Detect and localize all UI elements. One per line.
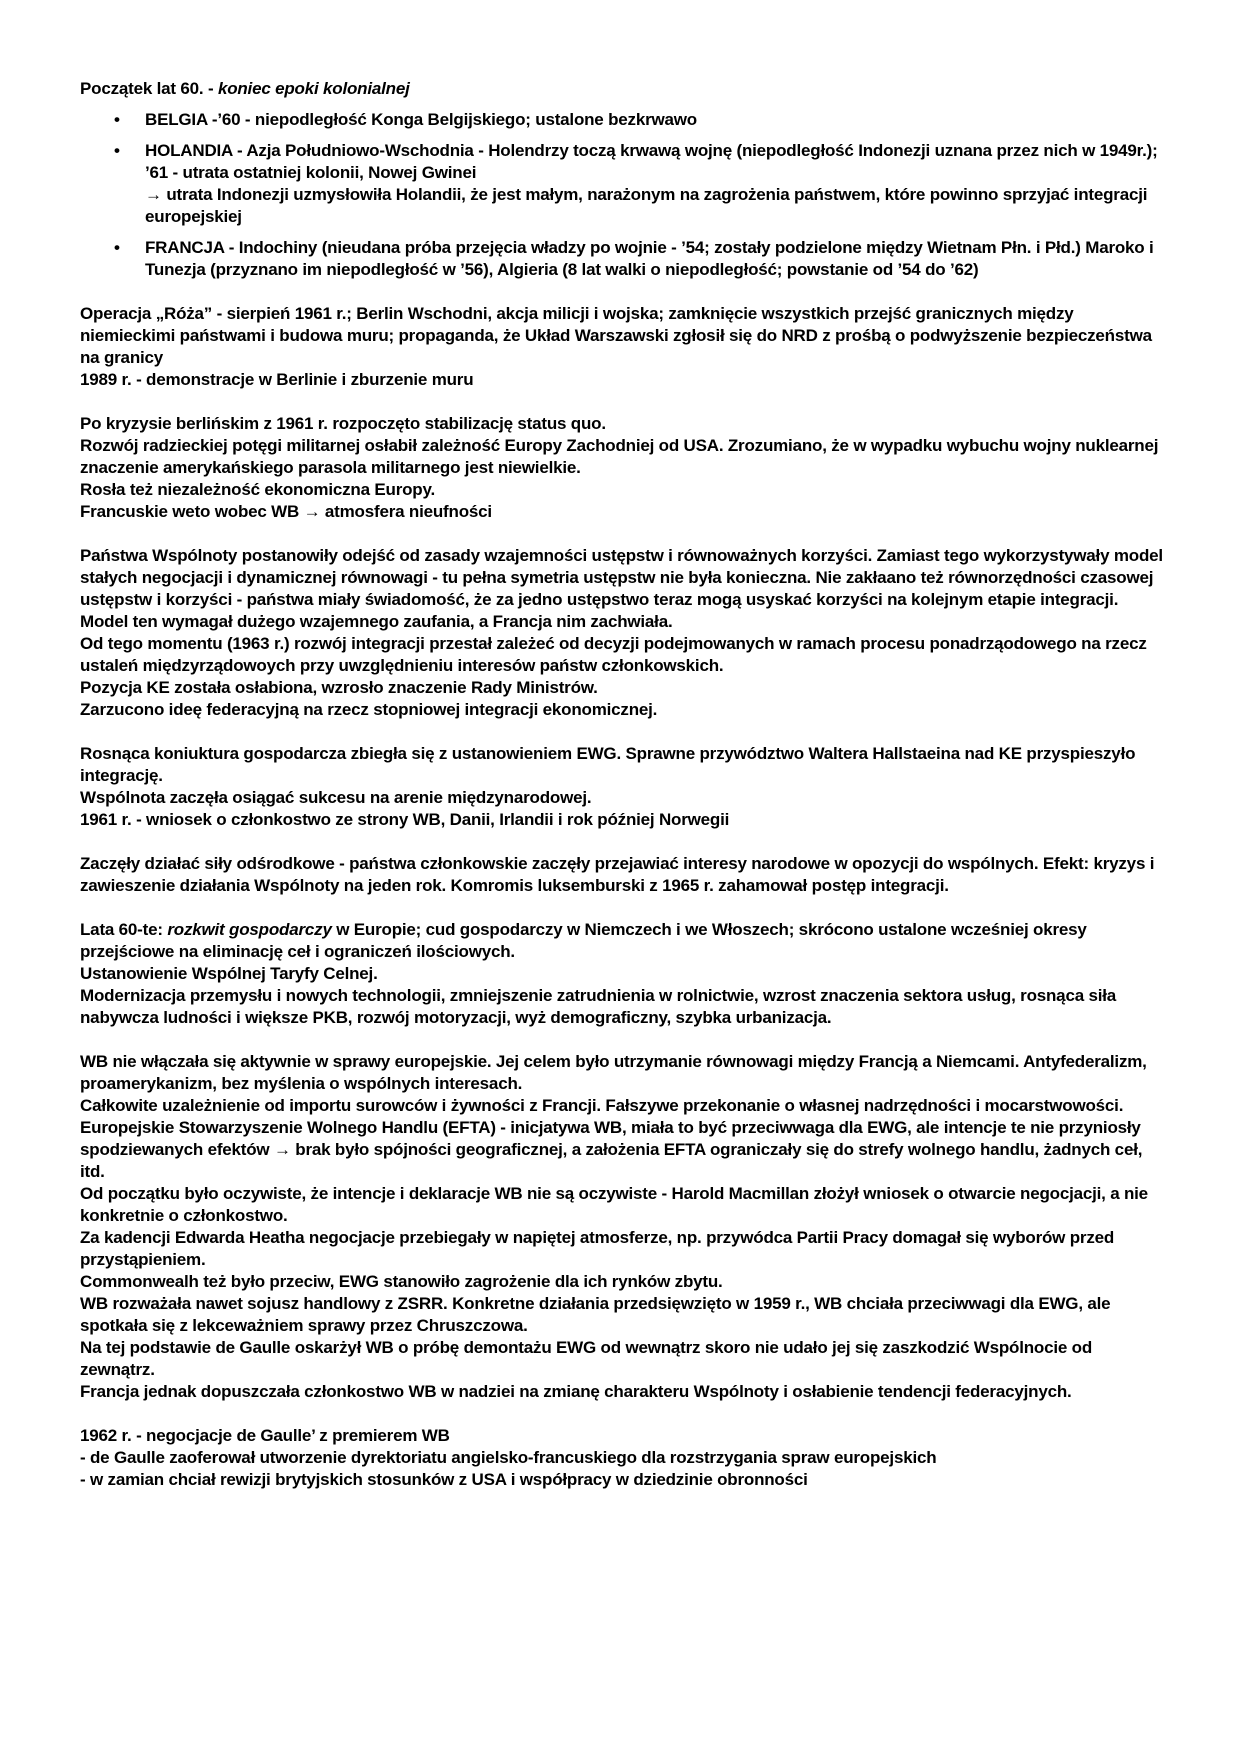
heading-prefix: Początek lat 60. - xyxy=(80,79,218,98)
lata-60-suffix: w Europie; cud gospodarczy w Niemczech i we Włoszech; skrócono ustalone wcześniej okresy przejściowe na eliminację ceł i ograniczeń ilościowych. xyxy=(80,920,1087,961)
text-line xyxy=(80,919,1164,963)
paragraph-negotiations-1962 xyxy=(80,1425,1164,1491)
text-line: • BELGIA -’60 - niepodległość Konga Belgijskiego; ustalone bezkrwawo xyxy=(145,110,697,129)
list-item-holland xyxy=(80,140,1164,228)
text-line: - de Gaulle zaoferował utworzenie dyrektoriatu angielsko-francuskiego dla rozstrzygania spraw europejskich xyxy=(80,1448,937,1467)
paragraph-operation-rose xyxy=(80,303,1164,391)
text-line: Całkowite uzależnienie od importu surowców i żywności z Francji. Fałszywe przekonanie o własnej nadrzędności i mocarstwowości. xyxy=(80,1096,1124,1115)
heading-emphasis: koniec epoki kolonialnej xyxy=(217,79,410,98)
text-line: Model ten wymagał dużego wzajemnego zaufania, a Francja nim zachwiała. xyxy=(80,612,673,631)
text-line: Na tej podstawie de Gaulle oskarżył WB o próbę demontażu EWG od wewnątrz skoro nie udało jej się zaszkodzić Wspólnocie od zewnątrz. xyxy=(80,1338,1093,1379)
page-title xyxy=(80,78,1164,100)
text-line: Rosnąca koniuktura gospodarcza zbiegła się z ustanowieniem EWG. Sprawne przywództwo Waltera Hallstaeina nad KE przyspieszyło integrację. xyxy=(80,744,1136,785)
text-line: Od początku było oczywiste, że intencje i deklaracje WB nie są oczywiste - Harold Macmillan złożył wniosek o otwarcie negocjacji, a nie konkretnie o członkostwo. xyxy=(80,1184,1148,1225)
text-line: Wspólnota zaczęła osiągać sukcesu na arenie międzynarodowej. xyxy=(80,788,592,807)
text-line: → utrata Indonezji uzmysłowiła Holandii, że jest małym, narażonym na zagrożenia państwem, które powinno sprzyjać integracji europejskiej xyxy=(145,185,1148,226)
text-line: WB rozważała nawet sojusz handlowy z ZSRR. Konkretne działania przedsięwzięto w 1959 r., WB chciała przeciwwagi dla EWG, ale spotkała się z lekceważniem sprawy przez Chruszczowa. xyxy=(80,1294,1111,1335)
text-line: Zaczęły działać siły odśrodkowe - państwa członkowskie zaczęły przejawiać interesy narodowe w opozycji do wspólnych. Efekt: kryzys i zawieszenie działania Wspólnoty na jeden rok. Komromis luksemburski z 1965 r. zahamował postęp integracji. xyxy=(80,854,1155,895)
text-line: 1989 r. - demonstracje w Berlinie i zburzenie muru xyxy=(80,370,474,389)
text-line: 1962 r. - negocjacje de Gaulle’ z premierem WB xyxy=(80,1426,450,1445)
paragraph-economic-boom-ewg xyxy=(80,743,1164,831)
colonial-era-bullet-list xyxy=(80,109,1164,281)
text-line: Państwa Wspólnoty postanowiły odejść od zasady wzajemności ustępstw i równoważnych korzyści. Zamiast tego wykorzystywały model stałych negocjacji i dynamicznej równowagi - tu pełna symetria ustępstw nie była konieczna. Nie zakłaano też równorzędności czasowej ustępstw i korzyści - państwa miały świadomość, że za jedno ustępstwo teraz mogą usyskać korzyści na kolejnym etapie integracji. xyxy=(80,546,1163,609)
text-line: • FRANCJA - Indochiny (nieudana próba przejęcia władzy po wojnie - ’54; zostały podzielone między Wietnam Płn. i Płd.) Maroko i Tunezja (przyznano im niepodległość w ’56), Algieria (8 lat walki o niepodległość; powstanie od ’54 do ’62) xyxy=(145,238,1154,279)
paragraph-centrifugal-forces xyxy=(80,853,1164,897)
text-line: 1961 r. - wniosek o członkostwo ze strony WB, Danii, Irlandii i rok później Norwegii xyxy=(80,810,730,829)
text-line: WB nie włączała się aktywnie w sprawy europejskie. Jej celem było utrzymanie równowagi między Francją a Niemcami. Antyfederalizm, proamerykanizm, bez myślenia o wspólnych interesach. xyxy=(80,1052,1147,1093)
text-line: Ustanowienie Wspólnej Taryfy Celnej. xyxy=(80,964,378,983)
text-line: Rozwój radzieckiej potęgi militarnej osłabił zależność Europy Zachodniej od USA. Zrozumiano, że w wypadku wybuchu wojny nuklearnej znaczenie amerykańskiego parasola militarnego jest niewielkie. xyxy=(80,436,1159,477)
text-line: Francuskie weto wobec WB → atmosfera nieufności xyxy=(80,502,492,521)
text-line: Po kryzysie berlińskim z 1961 r. rozpoczęto stabilizację status quo. xyxy=(80,414,606,433)
paragraph-lata-60 xyxy=(80,919,1164,1029)
text-line: • HOLANDIA - Azja Południowo-Wschodnia - Holendrzy toczą krwawą wojnę (niepodległość Indonezji uznana przez nich w 1949r.); ’61 - utrata ostatniej kolonii, Nowej Gwinei xyxy=(145,141,1158,182)
text-line: Operacja „Róża” - sierpień 1961 r.; Berlin Wschodni, akcja milicji i wojska; zamknięcie wszystkich przejść granicznych między niemieckimi państwami i budowa muru; propaganda, że Układ Warszawski zgłosił się do NRD z prośbą o podwyższenie bezpieczeństwa na granicy xyxy=(80,304,1152,367)
paragraph-community-model xyxy=(80,545,1164,721)
text-line: Francja jednak dopuszczała członkostwo WB w nadziei na zmianę charakteru Wspólnoty i osłabienie tendencji federacyjnych. xyxy=(80,1382,1072,1401)
text-line: Commonwealh też było przeciw, EWG stanowiło zagrożenie dla ich rynków zbytu. xyxy=(80,1272,723,1291)
paragraph-berlin-crisis xyxy=(80,413,1164,523)
text-line: Pozycja KE została osłabiona, wzrosło znaczenie Rady Ministrów. xyxy=(80,678,598,697)
text-line: Rosła też niezależność ekonomiczna Europy. xyxy=(80,480,435,499)
text-line: Modernizacja przemysłu i nowych technologii, zmniejszenie zatrudnienia w rolnictwie, wzrost znaczenia sektora usług, rosnąca siła nabywcza ludności i większe PKB, rozwój motoryzacji, wyż demograficzny, szybka urbanizacja. xyxy=(80,986,1117,1027)
text-line: Za kadencji Edwarda Heatha negocjacje przebiegały w napiętej atmosferze, np. przywódca Partii Pracy domagał się wyborów przed przystąpieniem. xyxy=(80,1228,1115,1269)
lata-60-prefix: Lata 60-te: xyxy=(80,920,168,939)
text-line: Od tego momentu (1963 r.) rozwój integracji przestał zależeć od decyzji podejmowanych w ramach procesu ponadrząodowego na rzecz ustaleń międzyrządowoych przy uwzględnieniu interesów państw członkowskich. xyxy=(80,634,1147,675)
lata-60-emphasis: rozkwit gospodarczy xyxy=(167,920,332,939)
text-line: - w zamian chciał rewizji brytyjskich stosunków z USA i współpracy w dziedzinie obronności xyxy=(80,1470,808,1489)
paragraph-wb-policy xyxy=(80,1051,1164,1403)
list-item-france xyxy=(80,237,1164,281)
list-item-belgium xyxy=(80,109,1164,131)
text-line: Zarzucono ideę federacyjną na rzecz stopniowej integracji ekonomicznej. xyxy=(80,700,658,719)
text-line: Europejskie Stowarzyszenie Wolnego Handlu (EFTA) - inicjatywa WB, miała to być przeciwwaga dla EWG, ale intencje te nie przyniosły spodziewanych efektów → brak było spójności geograficznej, a założenia EFTA ograniczały się do strefy wolnego handlu, żadnych ceł, itd. xyxy=(80,1118,1143,1181)
